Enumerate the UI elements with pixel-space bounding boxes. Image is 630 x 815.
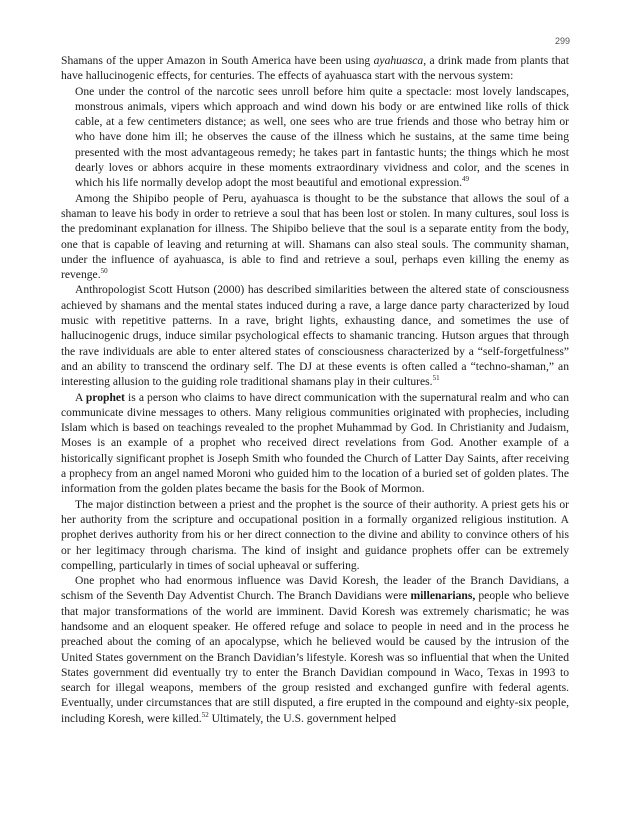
footnote-ref: 52	[201, 710, 209, 719]
footnote-ref: 49	[462, 175, 470, 184]
block-quote	[61, 84, 569, 191]
bold-term: millenarians,	[410, 589, 476, 603]
footnote-ref: 50	[100, 267, 108, 276]
paragraph	[61, 53, 569, 84]
text-run: A	[75, 390, 86, 404]
italic-term: ayahuasca	[373, 54, 424, 67]
text-run: Shamans of the upper Amazon in South America have been using	[61, 54, 374, 67]
paragraph	[61, 282, 569, 389]
text-run: , a drink made from plants that have hallucinogenic effects, for centuries. The effects of ayahuasca start with the nervous system:	[61, 54, 569, 83]
paragraph	[61, 497, 569, 573]
text-run: One prophet who had enormous influence was David Koresh, the leader of the Branch Davidians, a schism of the Seventh Day Adventist Church. The Branch Davidians were	[61, 574, 569, 603]
page-number: 299	[554, 36, 570, 46]
text-run: Ultimately, the U.S. government helped	[208, 711, 396, 725]
footnote-ref: 51	[432, 374, 440, 383]
paragraph	[61, 573, 569, 726]
bold-term: prophet	[85, 390, 125, 404]
body-text	[61, 53, 569, 726]
text-run: The major distinction between a priest and the prophet is the source of their authority. A priest gets his or her authority from the scripture and occupational position in a formally organized religious institution. A prophet derives authority from his or her direct connection to the divine and ability to convince others of his or her legitimacy through charisma. The kind of insight and guidance prophets offer can be extremely compelling, particularly in times of social upheaval or suffering.	[61, 497, 569, 572]
text-run: people who believe that major transformations of the world are imminent. David Koresh was extremely charismatic; he was handsome and an eloquent speaker. He offered refuge and solace to people in need and in the process he preached about the coming of an apocalypse, which he believed would be caused by the intrusion of the United States government on the Branch Davidian’s lifestyle. Koresh was so influential that when the United States government did eventually try to enter the Branch Davidian compound in Waco, Texas in 1993 to search for illegal weapons, members of the group resisted and exchanged gunfire with federal agents. Eventually, under circumstances that are still disputed, a fire erupted in the compound and eighty-six people, including Koresh, were killed.	[61, 589, 569, 725]
text-run: One under the control of the narcotic sees unroll before him quite a spectacle: most lovely landscapes, monstrous animals, vipers which approach and wind down his body or are entwined like rolls of thick cable, at a few centimeters distance; as well, one sees who are true friends and those who betray him or who have done him ill; he observes the cause of the illness which he sustains, at the same time being presented with the most advantageous remedy; he takes part in fantastic hunts; the things which he most dearly loves or abhors acquire in these moments extraordinary vividness and color, and the scenes in which his life normally develop adopt the most beautiful and emotional expression.	[75, 84, 569, 190]
text-run: is a person who claims to have direct communication with the supernatural realm and who can communicate divine messages to others. Many religious communities originated with prophecies, including Islam which is based on teachings revealed to the prophet Muhammad by God. In Christianity and Judaism, Moses is an example of a prophet who received direct revelations from God. Another example of a historically significant prophet is Joseph Smith who founded the Church of Latter Day Saints, after receiving a prophecy from an angel named Moroni who guided him to the location of a buried set of golden plates. The information from the golden plates became the basis for the Book of Mormon.	[61, 390, 569, 496]
paragraph	[61, 390, 569, 497]
text-run: Anthropologist Scott Hutson (2000) has described similarities between the altered state of consciousness achieved by shamans and the mental states induced during a rave, a large dance party characterized by loud music with repetitive patterns. In a rave, bright lights, exhausting dance, and sometimes the use of hallucinogenic drugs, induce similar psychological effects to shamanic trancing. Hutson argues that through the rave individuals are able to enter altered states of consciousness characterized by a “self-forgetfulness” and an ability to transcend the ordinary self. The DJ at these events is often called a “techno-shaman,” an interesting allusion to the guiding role traditional shamans play in their cultures.	[61, 283, 569, 389]
text-run: Among the Shipibo people of Peru, ayahuasca is thought to be the substance that allows the soul of a shaman to leave his body in order to retrieve a soul that has been lost or stolen. In many cultures, soul loss is the predominant explanation for illness. The Shipibo believe that the soul is a separate entity from the body, one that is capable of leaving and returning at will. Shamans can also steal souls. The community shaman, under the influence of ayahuasca, is able to find and retrieve a soul, perhaps even killing the enemy as revenge.	[61, 191, 569, 282]
paragraph	[61, 191, 569, 283]
